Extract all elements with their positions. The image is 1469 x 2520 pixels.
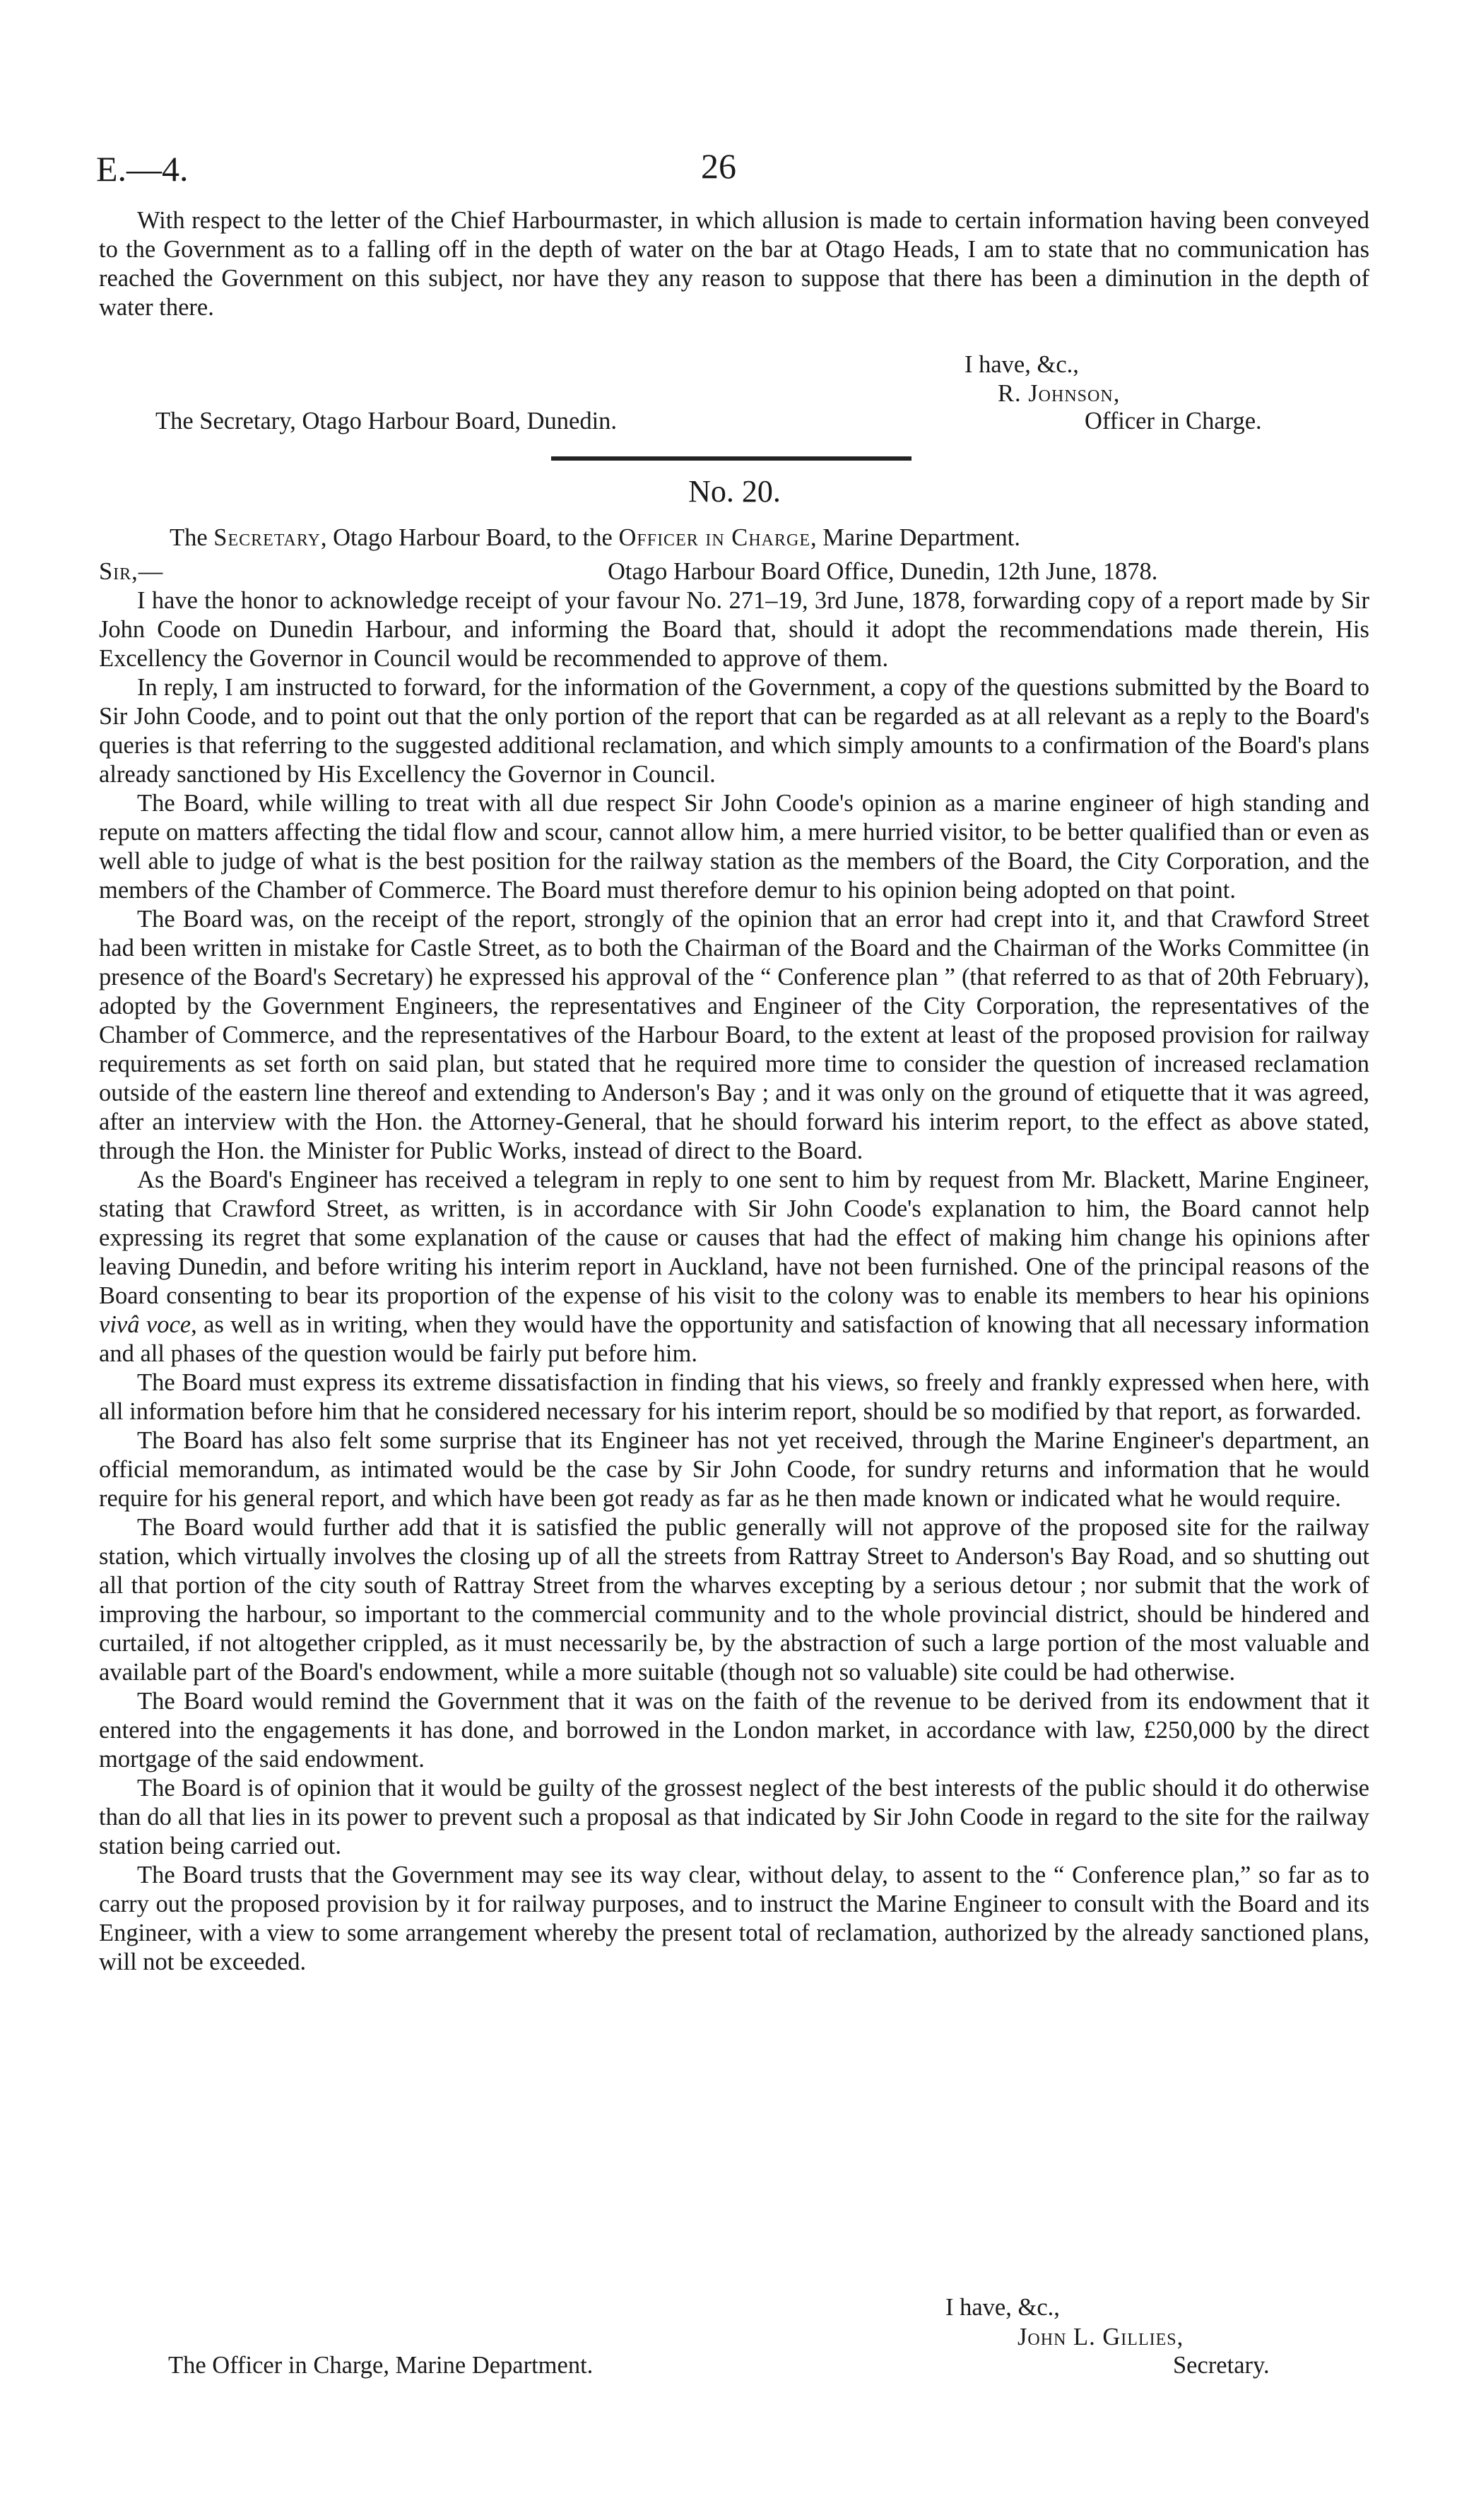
letter2-paragraph: The Board was, on the receipt of the report, strongly of the opinion that an error had crept into it, and that Crawford Street had been written in mistake for Castle Street, as to both the Chairman of the Board and the Chairman of the Works Committee (in presence of the Board's Secretary) he expressed his approval of the “ Conference plan ” (that referred to as that of 20th February), adopted by the Government Engineers, the representatives and Engineer of the City Corporation, the representatives of the Chamber of Commerce, and the representatives of the Harbour Board, to the extent at least of the proposed provision for railway requirements as set forth on said plan, but stated that he required more time to consider the question of increased reclamation outside of the eastern line thereof and extending to Anderson's Bay ; and it was only on the ground of etiquette that it was agreed, after an interview with the Hon. the Attorney-General, that he should forward his interim report, to the effect as above stated, through the Hon. the Minister for Public Works, instead of direct to the Board. [99, 906, 1369, 1164]
to-title: Officer in Charge [618, 524, 810, 551]
from-to-part2: , Otago Harbour Board, to the [320, 524, 619, 551]
letter2-paragraph: The Board has also felt some surprise that its Engineer has not yet received, through the Marine Engineer's department, an official memorandum, as intimated would be the case by Sir John Coode, for sundry returns and information that he would require for his general report, and which have been got ready as far as he then made known or indicated what he would require. [99, 1427, 1369, 1512]
letter2-paragraph: The Board, while willing to treat with all due respect Sir John Coode's opinion as a marine engineer of high standing and repute on matters affecting the tidal flow and scour, cannot allow him, a mere hurried visitor, to be better qualified than or even as well able to judge of what is the best position for the railway station as the members of the Board, the City Corporation, and the members of the Chamber of Commerce. The Board must therefore demur to his opinion being adopted on that point. [99, 790, 1369, 904]
letter1-addressee: The Secretary, Otago Harbour Board, Dunedin. [155, 408, 618, 434]
para5-before: As the Board's Engineer has received a telegram in reply to one sent to him by request from Mr. Blackett, Marine Engineer, stating that Crawford Street, as written, is in accordance with Sir John Coode's explanation to him, the Board cannot help expressing its regret that some explanation of the cause or causes that had the effect of making him change his opinions after leaving Dunedin, and before writing his interim report in Auckland, have not been furnished. One of the principal reasons of the Board consenting to bear its proportion of the expense of his visit to the colony was to enable its members to hear his opinions [99, 1166, 1369, 1309]
letter1-body-block [99, 206, 1369, 322]
letter2-paragraph: The Board trusts that the Government may see its way clear, without delay, to assent to the “ Conference plan,” so far as to carry out the proposed provision by it for railway purposes, and to instruct the Marine Engineer to consult with the Board and its Engineer, with a view to some arrangement whereby the present total of reclamation, authorized by the already sanctioned plans, will not be exceeded. [99, 1862, 1369, 1975]
letter2-addressee: The Officer in Charge, Marine Department. [168, 2352, 594, 2379]
letter2-paragraph-viva-voce [99, 1166, 1369, 1368]
from-title: Secretary [213, 524, 321, 551]
letter2-paragraph: The Board would further add that it is satisfied the public generally will not approve of the proposed site for the railway station, which virtually involves the closing up of all the streets from Rattray Street to Anderson's Bay Road, and so shutting out all that portion of the city south of Rattray Street from the wharves excepting by a serious detour ; nor submit that the work of improving the harbour, so important to the commercial community and to the whole provincial district, should be hindered and curtailed, if not altogether crippled, as it must necessarily be, by the abstraction of such a large portion of the most valuable and available part of the Board's endowment, while a more suitable (though not so valuable) site could be had otherwise. [99, 1514, 1369, 1686]
from-to-part3: , Marine Department. [810, 524, 1020, 551]
document-reference: E.—4. [96, 149, 189, 189]
para5-after: , as well as in writing, when they would have the opportunity and satisfaction of knowing that all necessary information and all phases of the question would be fairly put before him. [99, 1311, 1369, 1367]
letter2-closing: I have, &c., [945, 2294, 1060, 2321]
letter1-paragraph: With respect to the letter of the Chief Harbourmaster, in which allusion is made to certain information having been conveyed to the Government as to a falling off in the depth of water on the bar at Otago Heads, I am to state that no communication has reached the Government on this subject, nor have they any reason to suppose that there has been a diminution in the depth of water there. [99, 207, 1369, 321]
letter2-salutation: Sir,— [99, 558, 164, 585]
letter-number-heading: No. 20. [688, 474, 781, 509]
letter2-paragraph: The Board is of opinion that it would be guilty of the grossest neglect of the best interests of the public should it do otherwise than do all that lies in its power to prevent such a proposal as that indicated by Sir John Coode in regard to the site for the railway station being carried out. [99, 1775, 1369, 1859]
letter2-address-date: Otago Harbour Board Office, Dunedin, 12th June, 1878. [608, 558, 1158, 585]
para5-italic: vivâ voce [99, 1311, 191, 1338]
letter1-signatory: R. Johnson, [998, 380, 1121, 407]
page-number: 26 [701, 146, 736, 186]
from-to-part1: The [170, 524, 214, 551]
letter2-signatory: John L. Gillies, [1017, 2324, 1184, 2350]
section-divider [551, 456, 912, 461]
letter2-paragraph: The Board must express its extreme dissatisfaction in finding that his views, so freely and frankly expressed when here, with all information before him that he considered necessary for his interim report, should be so modified by that report, as forwarded. [99, 1369, 1369, 1425]
letter2-paragraph: The Board would remind the Government that it was on the faith of the revenue to be derived from its endowment that it entered into the engagements it has done, and borrowed in the London market, in accordance with law, £250,000 by the direct mortgage of the said endowment. [99, 1688, 1369, 1773]
letter2-from-to [170, 523, 1020, 552]
letter1-closing: I have, &c., [964, 351, 1079, 378]
letter2-paragraph: I have the honor to acknowledge receipt of your favour No. 271–19, 3rd June, 1878, forwarding copy of a report made by Sir John Coode on Dunedin Harbour, and informing the Board that, should it adopt the recommendations made therein, His Excellency the Governor in Council would be recommended to approve of them. [99, 587, 1369, 672]
letter2-body-block [99, 586, 1369, 1977]
letter2-signatory-title: Secretary. [1173, 2352, 1270, 2379]
letter2-paragraph: In reply, I am instructed to forward, for the information of the Government, a copy of the questions submitted by the Board to Sir John Coode, and to point out that the only portion of the report that can be regarded as at all relevant as a reply to the Board's queries is that referring to the suggested additional reclamation, and which simply amounts to a confirmation of the Board's plans already sanctioned by His Excellency the Governor in Council. [99, 674, 1369, 788]
letter1-signatory-title: Officer in Charge. [1085, 408, 1262, 434]
